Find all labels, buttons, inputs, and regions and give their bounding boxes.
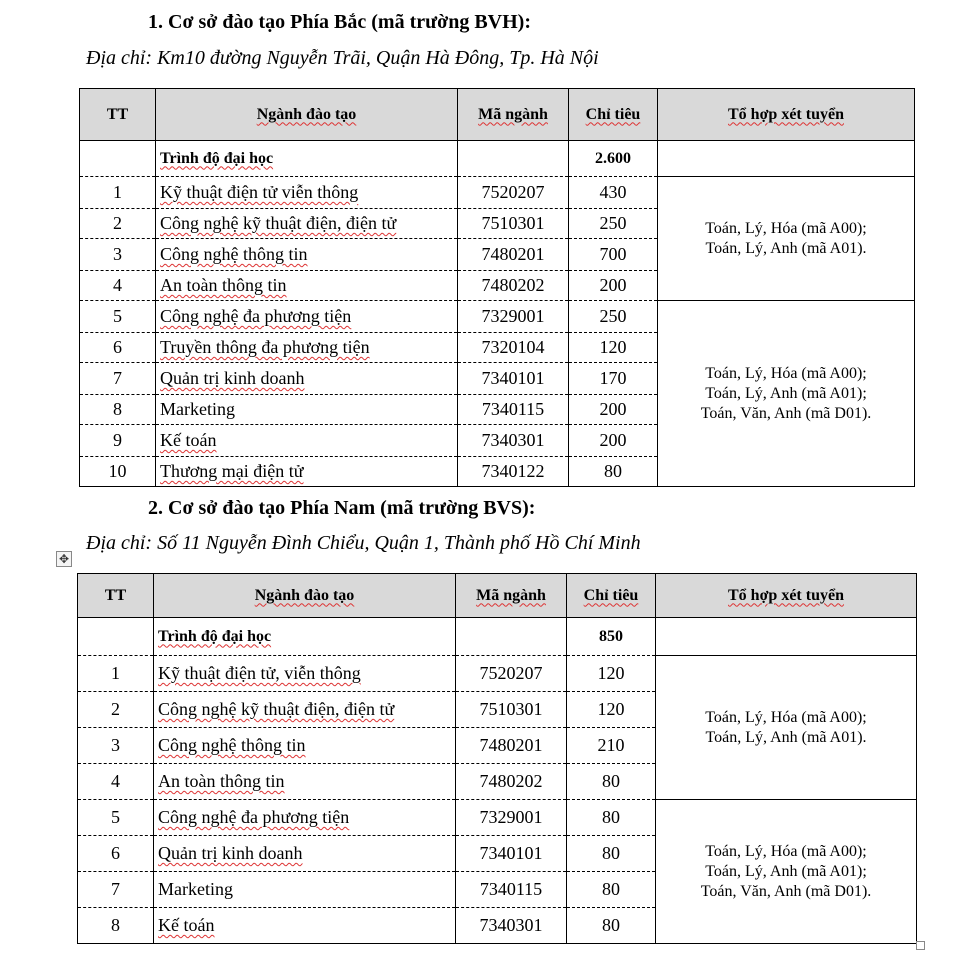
cell-tt: 1	[78, 656, 154, 692]
section2-heading: 2. Cơ sở đào tạo Phía Nam (mã trường BVS):	[148, 497, 536, 519]
program-name: Quản trị kinh doanh	[160, 368, 305, 388]
cell-level-quota: 850	[567, 618, 656, 656]
program-name: Kỹ thuật điện tử, viễn thông	[158, 663, 361, 683]
cell-tt: 4	[78, 764, 154, 800]
cell-code: 7340301	[458, 425, 569, 457]
program-name: Thương mại điện tử	[160, 461, 304, 481]
program-name: Công nghệ đa phương tiện	[160, 306, 352, 326]
cell-level-label	[156, 141, 458, 177]
cell-quota: 120	[569, 333, 658, 363]
cell-code	[458, 141, 569, 177]
header-combination: Tổ hợp xét tuyển	[658, 89, 915, 141]
program-name: Kỹ thuật điện tử viễn thông	[160, 182, 359, 202]
table-row	[78, 656, 917, 692]
section2-address: Địa chỉ: Số 11 Nguyễn Đình Chiểu, Quận 1, Thành phố Hồ Chí Minh	[86, 532, 641, 554]
cell-code: 7510301	[456, 692, 567, 728]
cell-quota: 80	[569, 457, 658, 487]
cell-tt: 10	[80, 457, 156, 487]
program-name: Kế toán	[160, 430, 217, 450]
cell-program	[156, 363, 458, 395]
cell-code: 7520207	[458, 177, 569, 209]
cell-combination	[658, 141, 915, 177]
cell-program	[156, 301, 458, 333]
resize-handle-icon[interactable]	[916, 941, 925, 950]
cell-code: 7480201	[456, 728, 567, 764]
cell-quota: 80	[567, 764, 656, 800]
level-row	[78, 618, 917, 656]
cell-program	[156, 425, 458, 457]
program-name: An toàn thông tin	[158, 771, 285, 791]
header-code: Mã ngành	[458, 89, 569, 141]
cell-tt: 8	[78, 908, 154, 944]
cell-code: 7340101	[458, 363, 569, 395]
cell-combination	[658, 177, 915, 301]
cell-program	[156, 271, 458, 301]
cell-combination	[656, 656, 917, 800]
cell-tt: 3	[78, 728, 154, 764]
cell-program	[156, 239, 458, 271]
cell-level-label	[154, 618, 456, 656]
cell-program	[154, 872, 456, 908]
cell-program	[156, 457, 458, 487]
program-name: Kế toán	[158, 915, 215, 935]
level-label: Trình độ đại học	[158, 627, 272, 645]
combination-line: Toán, Lý, Hóa (mã A00);	[705, 364, 867, 382]
cell-quota: 250	[569, 301, 658, 333]
cell-code: 7340115	[456, 872, 567, 908]
cell-code: 7329001	[458, 301, 569, 333]
cell-tt: 5	[78, 800, 154, 836]
cell-combination	[658, 301, 915, 487]
combination-line: Toán, Lý, Hóa (mã A00);	[705, 708, 867, 726]
cell-tt: 5	[80, 301, 156, 333]
cell-program	[154, 908, 456, 944]
program-name: Marketing	[158, 879, 233, 899]
cell-tt: 2	[80, 209, 156, 239]
cell-quota: 80	[567, 908, 656, 944]
cell-quota: 250	[569, 209, 658, 239]
cell-program	[154, 728, 456, 764]
header-combination: Tổ hợp xét tuyển	[656, 574, 917, 618]
cell-code: 7340301	[456, 908, 567, 944]
header-code: Mã ngành	[456, 574, 567, 618]
cell-tt	[80, 141, 156, 177]
combination-line: Toán, Lý, Anh (mã A01);	[705, 862, 867, 880]
cell-tt: 1	[80, 177, 156, 209]
section1-heading: 1. Cơ sở đào tạo Phía Bắc (mã trường BVH):	[148, 11, 531, 33]
cell-tt: 8	[80, 395, 156, 425]
cell-tt: 2	[78, 692, 154, 728]
cell-quota: 80	[567, 836, 656, 872]
cell-code: 7520207	[456, 656, 567, 692]
cell-program	[156, 333, 458, 363]
cell-combination	[656, 618, 917, 656]
cell-code: 7480201	[458, 239, 569, 271]
cell-code	[456, 618, 567, 656]
section2-table	[77, 573, 917, 944]
cell-code: 7320104	[458, 333, 569, 363]
cell-tt: 4	[80, 271, 156, 301]
combination-line: Toán, Lý, Anh (mã A01).	[705, 728, 867, 746]
cell-program	[156, 209, 458, 239]
cell-tt: 6	[78, 836, 154, 872]
level-row	[80, 141, 915, 177]
cell-program	[154, 656, 456, 692]
combination-line: Toán, Lý, Anh (mã A01);	[705, 384, 867, 402]
cell-tt: 6	[80, 333, 156, 363]
cell-tt: 7	[78, 872, 154, 908]
cell-tt: 3	[80, 239, 156, 271]
cell-quota: 80	[567, 872, 656, 908]
cell-code: 7510301	[458, 209, 569, 239]
table-row	[80, 301, 915, 333]
move-icon[interactable]: ✥	[56, 551, 72, 567]
cell-program	[156, 395, 458, 425]
program-name: An toàn thông tin	[160, 275, 287, 295]
cell-quota: 700	[569, 239, 658, 271]
cell-quota: 200	[569, 425, 658, 457]
cell-quota: 200	[569, 395, 658, 425]
cell-program	[154, 836, 456, 872]
program-name: Truyền thông đa phương tiện	[160, 337, 370, 357]
cell-quota: 210	[567, 728, 656, 764]
cell-quota: 120	[567, 656, 656, 692]
cell-code: 7340115	[458, 395, 569, 425]
cell-code: 7480202	[458, 271, 569, 301]
cell-program	[154, 764, 456, 800]
combination-line: Toán, Văn, Anh (mã D01).	[700, 404, 872, 422]
header-quota: Chỉ tiêu	[569, 89, 658, 141]
combination-line: Toán, Lý, Hóa (mã A00);	[705, 842, 867, 860]
table-row	[80, 177, 915, 209]
cell-quota: 170	[569, 363, 658, 395]
cell-level-quota: 2.600	[569, 141, 658, 177]
program-name: Công nghệ thông tin	[158, 735, 306, 755]
header-quota: Chỉ tiêu	[567, 574, 656, 618]
cell-code: 7329001	[456, 800, 567, 836]
combination-line: Toán, Lý, Anh (mã A01).	[705, 239, 867, 257]
cell-code: 7340122	[458, 457, 569, 487]
combination-line: Toán, Văn, Anh (mã D01).	[700, 882, 872, 900]
header-program: Ngành đào tạo	[154, 574, 456, 618]
header-tt: TT	[80, 89, 156, 141]
combination-line: Toán, Lý, Hóa (mã A00);	[705, 219, 867, 237]
table-row	[78, 800, 917, 836]
cell-program	[156, 177, 458, 209]
cell-quota: 200	[569, 271, 658, 301]
section1-address: Địa chỉ: Km10 đường Nguyễn Trãi, Quận Hà Đông, Tp. Hà Nội	[86, 47, 599, 69]
cell-quota: 120	[567, 692, 656, 728]
cell-combination	[656, 800, 917, 944]
cell-program	[154, 800, 456, 836]
cell-program	[154, 692, 456, 728]
cell-tt: 9	[80, 425, 156, 457]
cell-code: 7340101	[456, 836, 567, 872]
header-program: Ngành đào tạo	[156, 89, 458, 141]
cell-quota: 430	[569, 177, 658, 209]
program-name: Marketing	[160, 399, 235, 419]
program-name: Công nghệ kỹ thuật điện, điện tử	[160, 213, 397, 233]
program-name: Quản trị kinh doanh	[158, 843, 303, 863]
section1-table	[79, 88, 915, 487]
cell-quota: 80	[567, 800, 656, 836]
header-tt: TT	[78, 574, 154, 618]
cell-code: 7480202	[456, 764, 567, 800]
program-name: Công nghệ kỹ thuật điện, điện tử	[158, 699, 395, 719]
program-name: Công nghệ thông tin	[160, 244, 308, 264]
program-name: Công nghệ đa phương tiện	[158, 807, 350, 827]
cell-tt	[78, 618, 154, 656]
level-label: Trình độ đại học	[160, 149, 274, 167]
cell-tt: 7	[80, 363, 156, 395]
